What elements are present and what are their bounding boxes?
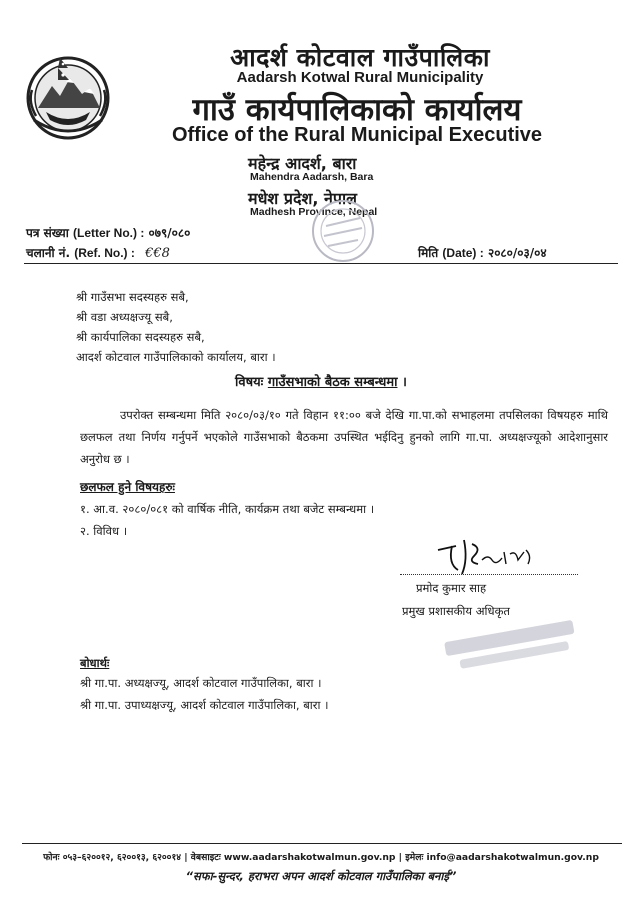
signature-line [400,574,578,575]
cc-item: श्री गा.पा. उपाध्यक्षज्यू, आदर्श कोटवाल गाउँपालिका, बारा । [80,698,329,712]
signatory-title: प्रमुख प्रशासकीय अधिकृत [402,604,510,618]
letter-date [418,244,547,261]
letter-number [26,224,190,241]
subject-text: गाउँसभाको बैठक सम्बन्धमा [267,375,398,390]
office-stamp [308,196,378,266]
letter-body: उपरोक्त सम्बन्धमा मिति २०८०/०३/१० गते विहान ११:०० बजे देखि गा.पा.को सभाहलमा तपसिलका विषयहरु माथि छलफल तथा निर्णय गर्नुपर्ने भएकोले गाउँसभाको बैठकमा उपस्थित भईदिनु हुनको लागि गा.पा. अध्यक्षज्यूको आदेशानुसार अनुरोध छ । [80,408,608,466]
subject-end: । [402,375,407,390]
recipient-line: श्री गाउँसभा सदस्यहरु सबै, [76,290,189,304]
subject-line [0,372,642,390]
letter-number-value: ०७९/०८० [148,226,191,240]
date-label: मिति [418,246,439,260]
footer-contact: फोनः ०५३–६२००१२, ६२००१३, ६२००१४ | वेबसाइटः www.aadarshakotwalmun.gov.np | इमेलः info@aadarshakotwalmun.gov.np [43,852,599,863]
municipality-name-nepali: आदर्श कोटवाल गाउँपालिका [230,43,490,72]
agenda-heading: छलफल हुने विषयहरुः [80,480,175,494]
letter-number-label: पत्र संख्या [26,226,69,240]
cc-heading: बोधार्थः [80,656,110,670]
reference-number-label-english: (Ref. No.) : [74,246,135,260]
address-province-english: Madhesh Province, Nepal [250,206,378,218]
office-name-nepali: गाउँ कार्यपालिकाको कार्यालय [192,92,522,128]
reference-number [26,244,170,261]
address-place-english: Mahendra Aadarsh, Bara [250,171,374,183]
address-place-nepali: महेन्द्र आदर्श, बारा [248,154,357,173]
reference-number-label: चलानी नं. [26,246,71,260]
recipient-line: आदर्श कोटवाल गाउँपालिकाको कार्यालय, बारा । [76,350,276,364]
recipient-line: श्री वडा अध्यक्षज्यू सबै, [76,310,173,324]
address-province-nepali: मधेश प्रदेश, नेपाल [248,189,357,208]
cc-item: श्री गा.पा. अध्यक्षज्यू, आदर्श कोटवाल गाउँपालिका, बारा । [80,676,322,690]
agenda-item: १. आ.व. २०८०/०८१ को वार्षिक नीति, कार्यक्रम तथा बजेट सम्बन्धमा । [80,502,375,516]
footer-slogan: “सफा-सुन्दर, हराभरा अपन आदर्श कोटवाल गाउँपालिका बनाई” [185,869,457,883]
official-name-stamp [436,612,596,682]
letter-number-label-english: (Letter No.) : [73,226,145,240]
header-divider [24,263,618,264]
date-label-english: (Date) : [442,246,484,260]
date-value: २०८०/०३/०४ [487,246,547,260]
handwritten-signature [428,530,548,578]
signatory-name: प्रमोद कुमार साह [416,581,487,595]
nepal-emblem-logo [22,50,114,142]
agenda-item: २. विविध । [80,524,128,538]
footer-divider [22,843,622,844]
reference-number-value: €€8 [145,246,170,261]
subject-label: विषयः [235,375,264,390]
recipient-line: श्री कार्यपालिका सदस्यहरु सबै, [76,330,205,344]
municipality-name-english: Aadarsh Kotwal Rural Municipality [236,69,484,86]
office-name-english: Office of the Rural Municipal Executive [171,124,543,146]
